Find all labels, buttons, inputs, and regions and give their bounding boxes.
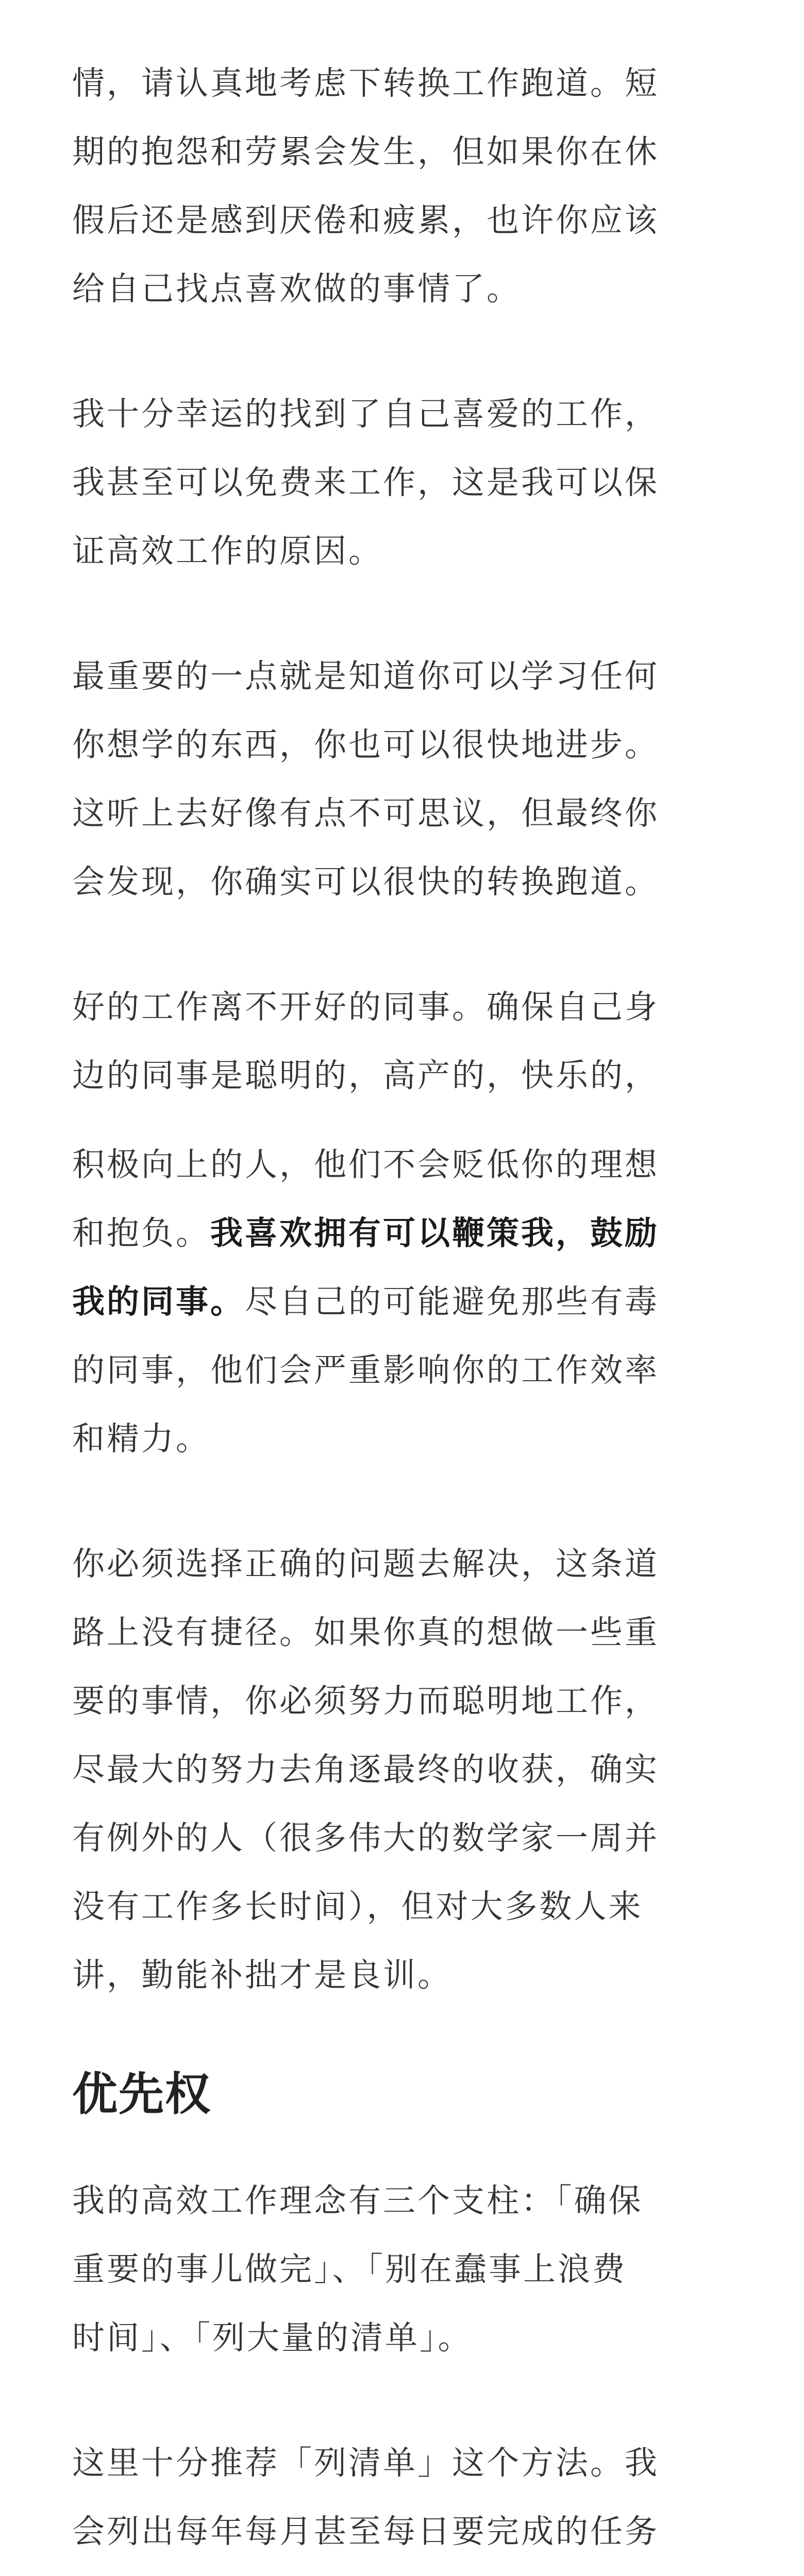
text-line: 时间」、「列大量的清单」。 (72, 2319, 473, 2357)
text-line: 会发现，你确实可以很快的转换跑道。 (72, 863, 659, 901)
text-line: 边的同事是聪明的，高产的，快乐的， (72, 1057, 659, 1094)
text-line: 重要的事儿做完」、「别在蠢事上浪费 (72, 2250, 627, 2288)
emphasis-text: 我喜欢拥有可以鞭策我，鼓励 (210, 1214, 659, 1252)
text-line (72, 1199, 732, 1267)
text-line: 有例外的人（很多伟大的数学家一周并 (72, 1819, 659, 1857)
text-line: 会列出每年每月甚至每日要完成的任务 (72, 2513, 659, 2550)
paragraph-1 (72, 49, 732, 323)
text-line: 和精力。 (72, 1420, 210, 1458)
text-fragment: 尽自己的可能避免那些有毒 (245, 1283, 659, 1320)
text-line: 证高效工作的原因。 (72, 532, 383, 570)
text-line: 情，请认真地考虑下转换工作跑道。短 (72, 64, 659, 102)
paragraph-7 (72, 2166, 732, 2372)
text-line: 好的工作离不开好的同事。确保自己身 (72, 988, 659, 1026)
text-line: 积极向上的人，他们不会贬低你的理想 (72, 1146, 659, 1183)
text-line: 假后还是感到厌倦和疲累，也许你应该 (72, 201, 659, 239)
text-line: 讲，勤能补拙才是良训。 (72, 1956, 452, 1994)
text-line: 我甚至可以免费来工作，这是我可以保 (72, 464, 659, 501)
text-fragment: 和抱负。 (72, 1214, 210, 1252)
text-line: 这听上去好像有点不可思议，但最终你 (72, 794, 659, 832)
text-line: 给自己找点喜欢做的事情了。 (72, 270, 521, 308)
text-line: 这里十分推荐「列清单」这个方法。我 (72, 2444, 659, 2482)
emphasis-text: 我的同事。 (72, 1283, 245, 1320)
paragraph-2 (72, 380, 732, 585)
text-line: 没有工作多长时间），但对大多数人来 (72, 1888, 643, 1925)
section-heading: 优先权 (72, 2067, 212, 2121)
text-line: 最重要的一点就是知道你可以学习任何 (72, 657, 659, 695)
text-line: 路上没有捷径。如果你真的想做一些重 (72, 1614, 659, 1651)
paragraph-3 (72, 642, 732, 916)
paragraph-5 (72, 1130, 732, 1473)
text-line: 尽最大的努力去角逐最终的收获，确实 (72, 1751, 659, 1788)
text-line: 期的抱怨和劳累会发生，但如果你在休 (72, 133, 659, 171)
text-line: 要的事情，你必须努力而聪明地工作， (72, 1682, 659, 1720)
text-line (72, 2566, 732, 2576)
text-line: 你必须选择正确的问题去解决，这条道 (72, 1545, 659, 1583)
paragraph-6 (72, 1530, 732, 2009)
text-line: 我的高效工作理念有三个支柱：「确保 (72, 2182, 643, 2219)
paragraph-4 (72, 973, 732, 1110)
text-line: 我十分幸运的找到了自己喜爱的工作， (72, 395, 659, 433)
text-line: 的同事，他们会严重影响你的工作效率 (72, 1351, 659, 1389)
paragraph-8 (72, 2429, 732, 2576)
text-line: 你想学的东西，你也可以很快地进步。 (72, 726, 659, 764)
text-line (72, 1267, 732, 1336)
